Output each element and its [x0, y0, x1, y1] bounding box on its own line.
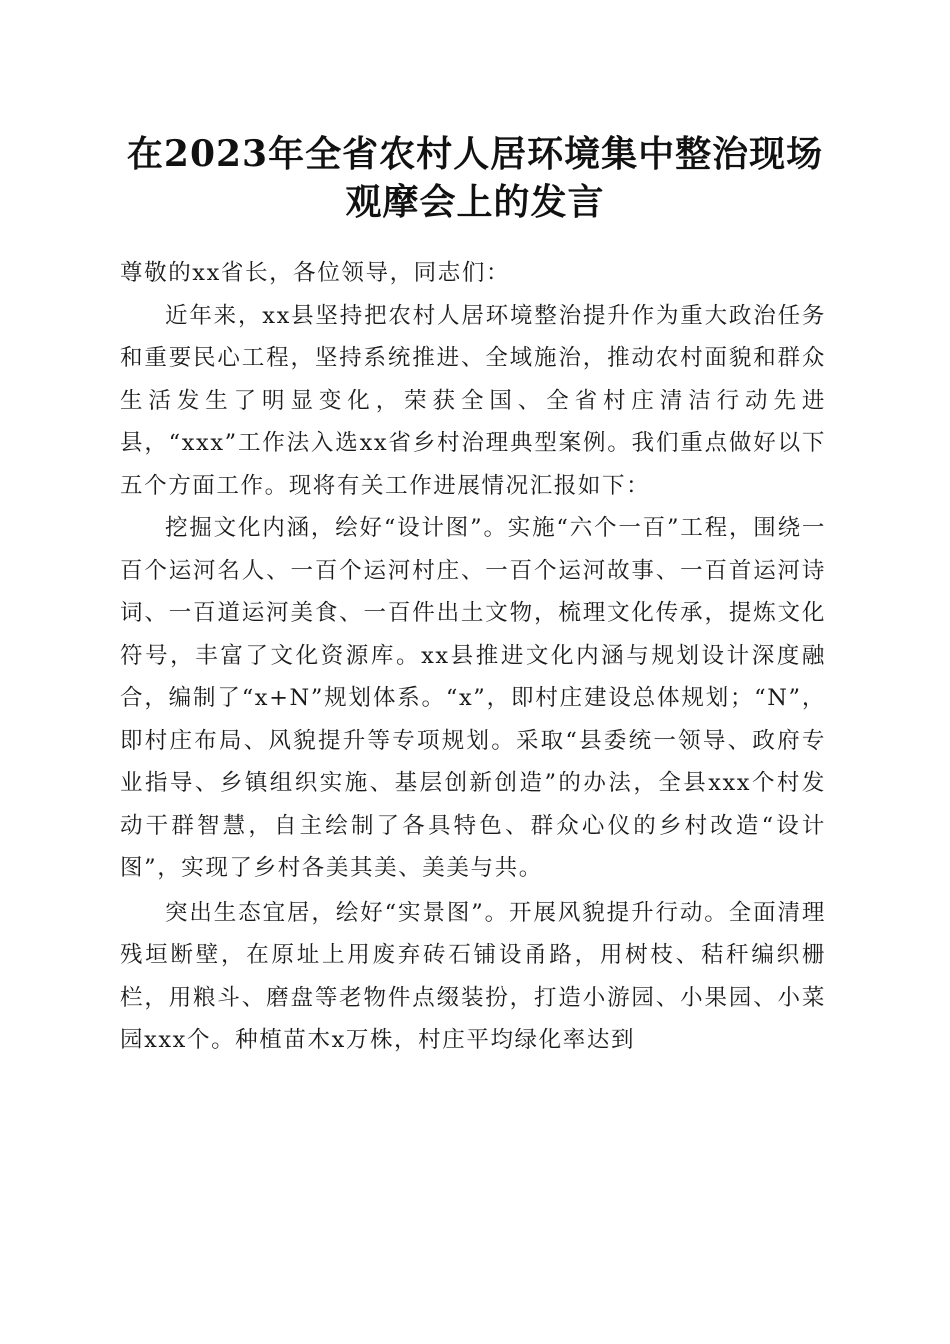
document-body — [120, 252, 826, 1062]
paragraph-ecology: 突出生态宜居，绘好“实景图”。开展风貌提升行动。全面清理残垣断壁，在原址上用废弃砖石铺设甬路，用树枝、秸秆编织栅栏，用粮斗、磨盘等老物件点缀装扮，打造小游园、小果园、小菜园xxx个。种植苗木x万株，村庄平均绿化率达到 — [120, 899, 826, 1053]
paragraph-intro: 近年来，xx县坚持把农村人居环境整治提升作为重大政治任务和重要民心工程，坚持系统推进、全域施治，推动农村面貌和群众生活发生了明显变化，荣获全国、全省村庄清洁行动先进县，“xxx”工作法入选xx省乡村治理典型案例。我们重点做好以下五个方面工作。现将有关工作进展情况汇报如下： — [120, 302, 826, 499]
salutation: 尊敬的xx省长，各位领导，同志们： — [120, 260, 511, 286]
document-title: 在2023年全省农村人居环境集中整治现场观摩会上的发言 — [126, 133, 824, 223]
paragraph-culture: 挖掘文化内涵，绘好“设计图”。实施“六个一百”工程，围绕一百个运河名人、一百个运河村庄、一百个运河故事、一百首运河诗词、一百道运河美食、一百件出土文物，梳理文化传承，提炼文化符号，丰富了文化资源库。xx县推进文化内涵与规划设计深度融合，编制了“x+N”规划体系。“x”，即村庄建设总体规划；“N”，即村庄布局、风貌提升等专项规划。采取“县委统一领导、政府专业指导、乡镇组织实施、基层创新创造”的办法，全县xxx个村发动干群智慧，自主绘制了各具特色、群众心仪的乡村改造“设计图”，实现了乡村各美其美、美美与共。 — [120, 515, 826, 881]
